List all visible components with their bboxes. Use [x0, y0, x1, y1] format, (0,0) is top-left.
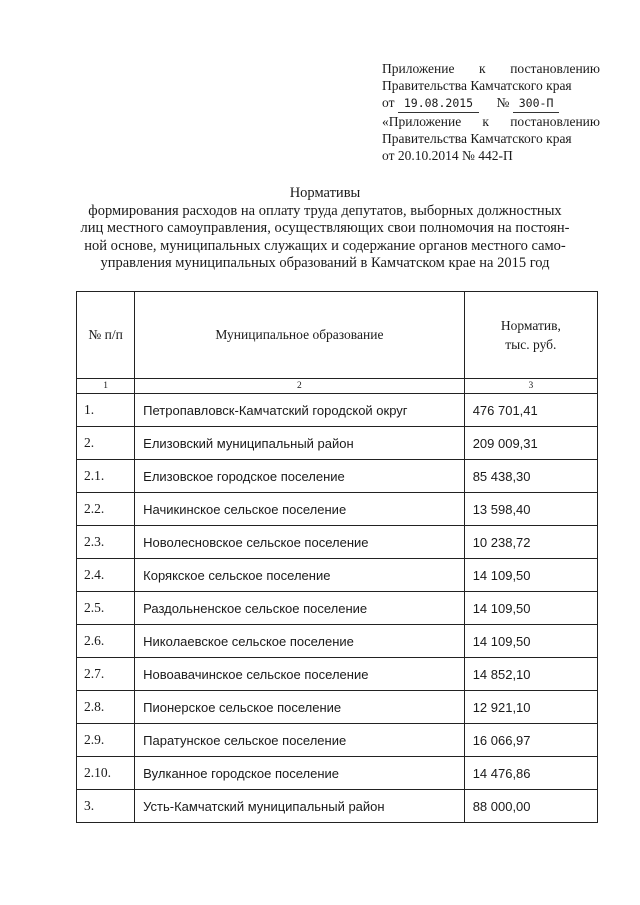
title-line: формирования расходов на оплату труда депутатов, выборных должностных: [88, 202, 562, 219]
header-line-4: [382, 113, 600, 130]
table-row: [77, 724, 598, 757]
table-row: [77, 526, 598, 559]
row-number: 2.8.: [77, 691, 135, 724]
row-value: 12 921,10: [464, 691, 597, 724]
row-value: 14 109,50: [464, 559, 597, 592]
row-name: Елизовское городское поселение: [135, 460, 465, 493]
table-row: [77, 493, 598, 526]
handwritten-number: 300-П: [513, 95, 560, 113]
header-norm: [464, 292, 597, 379]
appendix-header: [382, 60, 600, 164]
row-name: Паратунское сельское поселение: [135, 724, 465, 757]
title-heading: Нормативы: [289, 185, 361, 201]
table-row: [77, 559, 598, 592]
header-num: № п/п: [77, 292, 135, 379]
header-word: «Приложение: [382, 114, 462, 129]
header-line-2: Правительства Камчатского края: [382, 78, 572, 93]
row-number: 2.5.: [77, 592, 135, 625]
row-value: 14 109,50: [464, 592, 597, 625]
table-row: [77, 658, 598, 691]
colnum-3: 3: [464, 379, 597, 394]
table-row: [77, 394, 598, 427]
row-name: Николаевское сельское поселение: [135, 625, 465, 658]
header-line-1: [382, 60, 600, 77]
row-name: Усть-Камчатский муниципальный район: [135, 790, 465, 823]
table-row: [77, 460, 598, 493]
header-word: постановлению: [510, 61, 600, 76]
row-value: 14 476,86: [464, 757, 597, 790]
row-value: 88 000,00: [464, 790, 597, 823]
row-number: 2.4.: [77, 559, 135, 592]
row-value: 85 438,30: [464, 460, 597, 493]
row-number: 2.10.: [77, 757, 135, 790]
header-word: к: [479, 61, 486, 76]
colnum-1: 1: [77, 379, 135, 394]
header-norm-line2: тыс. руб.: [505, 337, 557, 352]
handwritten-date: 19.08.2015: [398, 95, 479, 113]
row-name: Корякское сельское поселение: [135, 559, 465, 592]
table-header-row: [77, 292, 598, 379]
row-name: Елизовский муниципальный район: [135, 427, 465, 460]
row-number: 2.1.: [77, 460, 135, 493]
row-value: 14 109,50: [464, 625, 597, 658]
row-value: 209 009,31: [464, 427, 597, 460]
row-name: Раздольненское сельское поселение: [135, 592, 465, 625]
title-line: управления муниципальных образований в Камчатском крае на 2015 год: [100, 255, 550, 271]
row-number: 2.6.: [77, 625, 135, 658]
row-number: 1.: [77, 394, 135, 427]
table-row: [77, 790, 598, 823]
header-norm-line1: Норматив,: [500, 318, 561, 333]
row-number: 2.7.: [77, 658, 135, 691]
header-line-6: от 20.10.2014 № 442-П: [382, 148, 513, 163]
header-word: Приложение: [382, 61, 455, 76]
title-line: ной основе, муниципальных служащих и содержание органов местного само-: [84, 237, 566, 254]
row-number: 2.3.: [77, 526, 135, 559]
title-line: лиц местного самоуправления, осуществляющих свои полномочия на постоян-: [80, 220, 570, 236]
row-name: Вулканное городское поселение: [135, 757, 465, 790]
table-body: [77, 379, 598, 823]
colnum-2: 2: [135, 379, 465, 394]
header-word: к: [482, 114, 489, 129]
norms-table: [76, 291, 598, 823]
table-row: [77, 427, 598, 460]
header-name: Муниципальное образование: [135, 292, 465, 379]
row-number: 3.: [77, 790, 135, 823]
row-name: Новолесновское сельское поселение: [135, 526, 465, 559]
header-line-5: Правительства Камчатского края: [382, 131, 572, 146]
table-row: [77, 592, 598, 625]
row-value: 10 238,72: [464, 526, 597, 559]
row-name: Начикинское сельское поселение: [135, 493, 465, 526]
row-value: 13 598,40: [464, 493, 597, 526]
row-name: Петропавловск-Камчатский городской округ: [135, 394, 465, 427]
row-number: 2.: [77, 427, 135, 460]
header-number-label: №: [496, 95, 510, 110]
row-number: 2.2.: [77, 493, 135, 526]
row-name: Новоавачинское сельское поселение: [135, 658, 465, 691]
column-number-row: [77, 379, 598, 394]
row-value: 476 701,41: [464, 394, 597, 427]
table-row: [77, 625, 598, 658]
header-word: постановлению: [510, 114, 600, 129]
row-value: 14 852,10: [464, 658, 597, 691]
row-name: Пионерское сельское поселение: [135, 691, 465, 724]
header-line-3: [382, 94, 600, 113]
table-row: [77, 757, 598, 790]
row-value: 16 066,97: [464, 724, 597, 757]
document-title: [60, 185, 590, 273]
header-date-prefix: от: [382, 95, 395, 110]
row-number: 2.9.: [77, 724, 135, 757]
table-row: [77, 691, 598, 724]
